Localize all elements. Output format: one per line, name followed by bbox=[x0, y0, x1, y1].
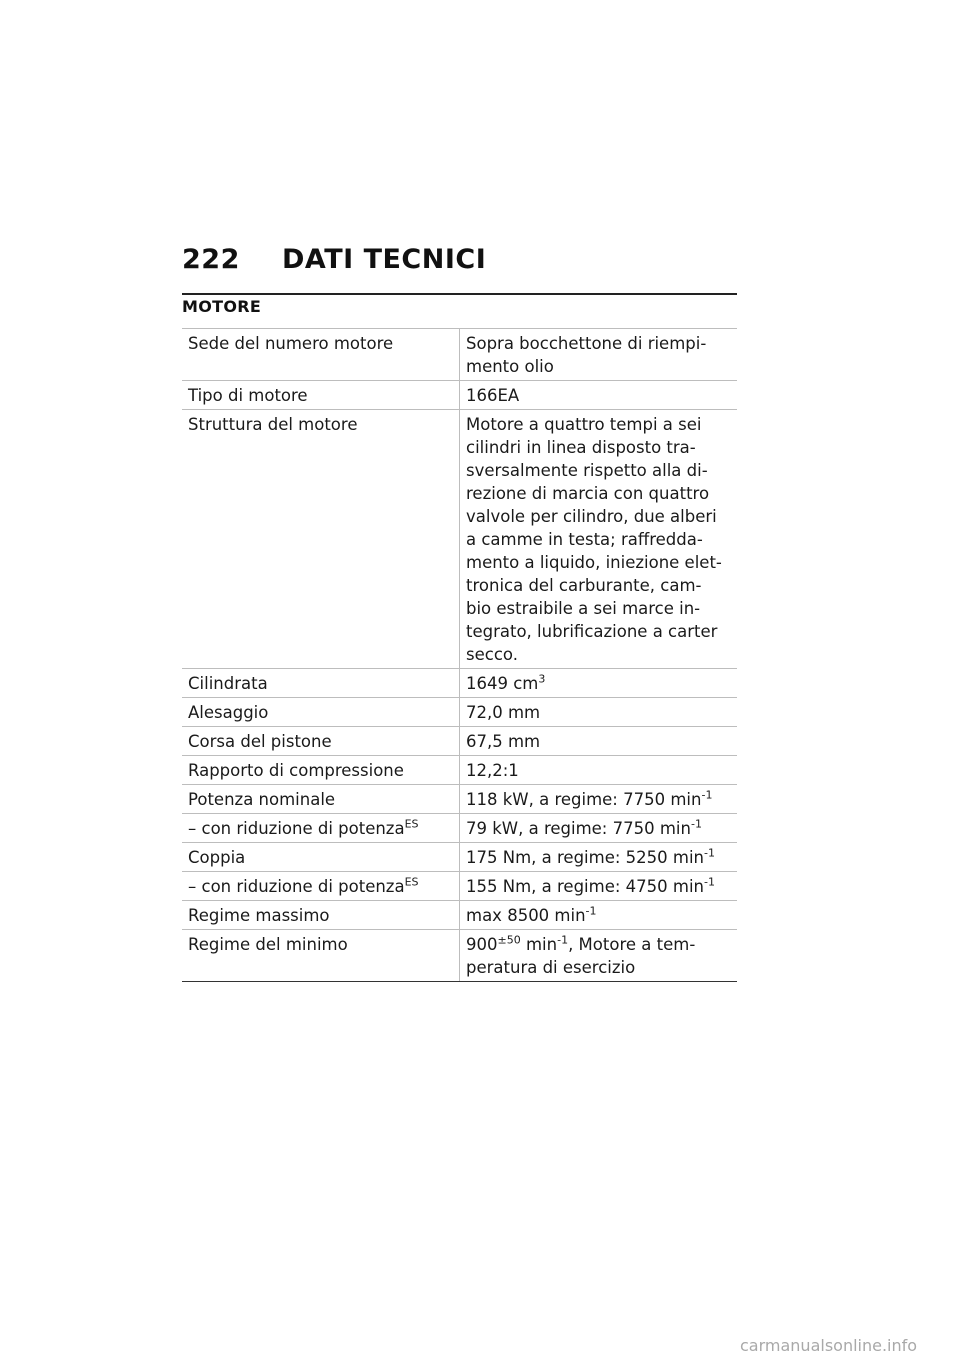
spec-label: Tipo di motore bbox=[188, 386, 308, 405]
table-row bbox=[182, 814, 737, 843]
spec-value: 79 kW, a regime: 7750 min bbox=[466, 819, 691, 838]
spec-label-superscript: ES bbox=[404, 875, 419, 889]
spec-label-cell bbox=[182, 727, 460, 756]
spec-value: 72,0 mm bbox=[466, 703, 541, 722]
spec-value: 175 Nm, a regime: 5250 min bbox=[466, 848, 705, 867]
spec-label: Regime massimo bbox=[188, 906, 330, 925]
table-row bbox=[182, 843, 737, 872]
table-row bbox=[182, 727, 737, 756]
spec-label-cell bbox=[182, 785, 460, 814]
spec-value-cell bbox=[460, 756, 738, 785]
spec-label-cell bbox=[182, 872, 460, 901]
spec-value-cell bbox=[460, 410, 738, 669]
spec-value-superscript: -1 bbox=[557, 933, 569, 947]
spec-label-cell bbox=[182, 381, 460, 410]
spec-value-cell bbox=[460, 843, 738, 872]
table-row bbox=[182, 329, 737, 381]
spec-label: Regime del minimo bbox=[188, 935, 348, 954]
spec-label-cell bbox=[182, 843, 460, 872]
spec-value-superscript: ±50 bbox=[497, 933, 521, 947]
spec-value: Motore a quattro tempi a sei cilindri in linea disposto tra- sversalmente rispetto alla di- rezione di marcia con quattro valvole per cilindro, due alberi a camme in testa; raffredda- mento a liquido, iniezione elet- tronica del carburante, cam- bio estraibile a sei marce in- tegrato, lubrificazione a carter secco. bbox=[466, 415, 722, 664]
spec-label-superscript: ES bbox=[404, 817, 419, 831]
spec-label: Rapporto di compressione bbox=[188, 761, 404, 780]
spec-label: – con riduzione di potenza bbox=[188, 819, 405, 838]
section-divider bbox=[182, 293, 737, 295]
spec-value-cell bbox=[460, 901, 738, 930]
spec-label-cell bbox=[182, 814, 460, 843]
spec-value-superscript: -1 bbox=[704, 875, 715, 889]
spec-label: Coppia bbox=[188, 848, 246, 867]
spec-value: 155 Nm, a regime: 4750 min bbox=[466, 877, 705, 896]
table-row bbox=[182, 872, 737, 901]
table-row bbox=[182, 930, 737, 982]
spec-value-cell bbox=[460, 930, 738, 982]
spec-value: 118 kW, a regime: 7750 min bbox=[466, 790, 702, 809]
spec-label: – con riduzione di potenza bbox=[188, 877, 405, 896]
spec-value-superscript: 3 bbox=[538, 672, 546, 686]
spec-value-cell bbox=[460, 814, 738, 843]
spec-value: 67,5 mm bbox=[466, 732, 541, 751]
spec-value-continued: , Motore a tem- peratura di esercizio bbox=[466, 935, 696, 977]
watermark: carmanualsonline.info bbox=[740, 1336, 918, 1355]
table-row bbox=[182, 669, 737, 698]
table-row bbox=[182, 901, 737, 930]
table-row bbox=[182, 785, 737, 814]
spec-label: Alesaggio bbox=[188, 703, 269, 722]
spec-value-cell bbox=[460, 785, 738, 814]
page-header bbox=[182, 244, 737, 275]
spec-label: Potenza nominale bbox=[188, 790, 336, 809]
engine-spec-table bbox=[182, 328, 737, 982]
chapter-title: DATI TECNICI bbox=[282, 244, 487, 275]
spec-value-cell bbox=[460, 727, 738, 756]
spec-label-cell bbox=[182, 669, 460, 698]
spec-value-cell bbox=[460, 381, 738, 410]
spec-label-cell bbox=[182, 329, 460, 381]
spec-value: Sopra bocchettone di riempi- mento olio bbox=[466, 334, 707, 376]
spec-value-superscript: -1 bbox=[585, 904, 597, 918]
spec-value-cell bbox=[460, 329, 738, 381]
table-row bbox=[182, 698, 737, 727]
table-row bbox=[182, 756, 737, 785]
spec-value: 12,2:1 bbox=[466, 761, 519, 780]
spec-label: Corsa del pistone bbox=[188, 732, 332, 751]
spec-label-cell bbox=[182, 901, 460, 930]
spec-value: 166EA bbox=[466, 386, 520, 405]
spec-label: Sede del numero motore bbox=[188, 334, 394, 353]
spec-value-cell bbox=[460, 669, 738, 698]
spec-label-cell bbox=[182, 410, 460, 669]
spec-value-superscript: -1 bbox=[701, 788, 713, 802]
spec-label-cell bbox=[182, 756, 460, 785]
spec-table-body bbox=[182, 329, 737, 982]
spec-value-superscript: -1 bbox=[690, 817, 702, 831]
table-row bbox=[182, 410, 737, 669]
spec-value-continued: min bbox=[520, 935, 558, 954]
spec-label: Struttura del motore bbox=[188, 415, 358, 434]
spec-value: 1649 cm bbox=[466, 674, 539, 693]
spec-label-cell bbox=[182, 698, 460, 727]
section-title: MOTORE bbox=[182, 297, 262, 316]
table-row bbox=[182, 381, 737, 410]
spec-value: 900 bbox=[466, 935, 498, 954]
spec-label: Cilindrata bbox=[188, 674, 268, 693]
spec-value-cell bbox=[460, 698, 738, 727]
spec-value-cell bbox=[460, 872, 738, 901]
spec-label-cell bbox=[182, 930, 460, 982]
spec-value-superscript: -1 bbox=[704, 846, 715, 860]
page-number: 222 bbox=[182, 244, 240, 275]
spec-value: max 8500 min bbox=[466, 906, 586, 925]
